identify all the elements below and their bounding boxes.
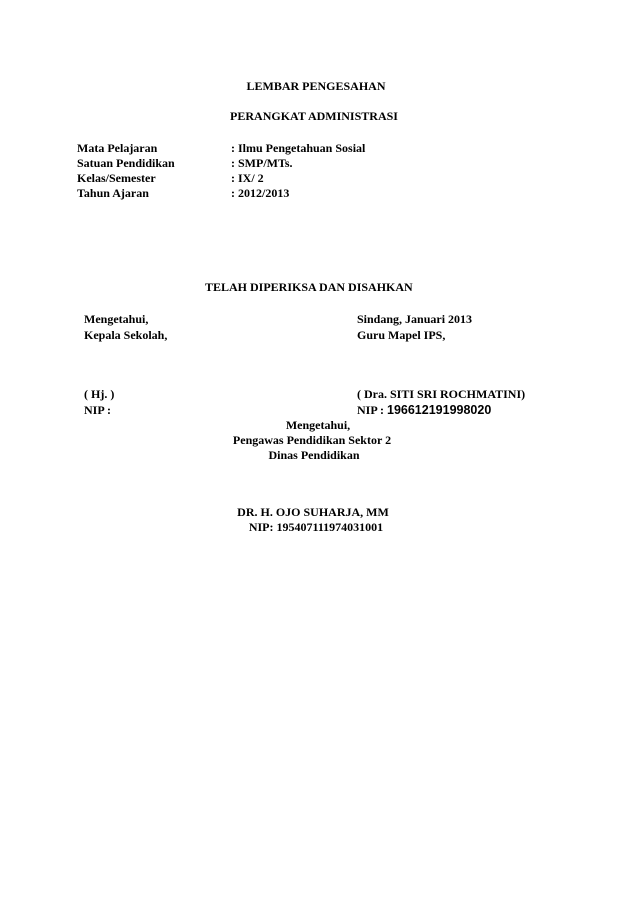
center-position: Pengawas Pendidikan Sektor 2 [232, 433, 392, 447]
info-label-subject: Mata Pelajaran [77, 141, 158, 155]
page-title: LEMBAR PENGESAHAN [246, 79, 386, 93]
center-acknowledge: Mengetahui, [285, 418, 351, 432]
center-office: Dinas Pendidikan [268, 448, 360, 462]
info-value-school: : SMP/MTs. [231, 156, 293, 170]
info-label-class: Kelas/Semester [77, 171, 156, 185]
left-nip: NIP : [84, 403, 111, 417]
left-acknowledge: Mengetahui, [84, 312, 149, 326]
right-nip-label: NIP : [357, 403, 387, 417]
info-value-subject: : Ilmu Pengetahuan Sosial [231, 141, 366, 155]
approval-heading: TELAH DIPERIKSA DAN DISAHKAN [205, 280, 413, 294]
page-subtitle: PERANGKAT ADMINISTRASI [230, 109, 398, 123]
left-signatory-name: ( Hj. ) [84, 387, 115, 401]
center-nip: NIP: 195407111974031001 [248, 520, 384, 534]
right-place-date: Sindang, Januari 2013 [357, 312, 473, 326]
left-position: Kepala Sekolah, [84, 328, 168, 342]
right-nip [357, 403, 491, 417]
info-label-school: Satuan Pendidikan [77, 156, 175, 170]
right-nip-value: 196612191998020 [387, 403, 492, 417]
info-value-class: : IX/ 2 [231, 171, 264, 185]
center-signatory-name: DR. H. OJO SUHARJA, MM [237, 505, 389, 519]
info-label-year: Tahun Ajaran [77, 186, 149, 200]
info-value-year: : 2012/2013 [231, 186, 290, 200]
right-signatory-name: ( Dra. SITI SRI ROCHMATINI) [357, 387, 526, 401]
right-position: Guru Mapel IPS, [357, 328, 446, 342]
